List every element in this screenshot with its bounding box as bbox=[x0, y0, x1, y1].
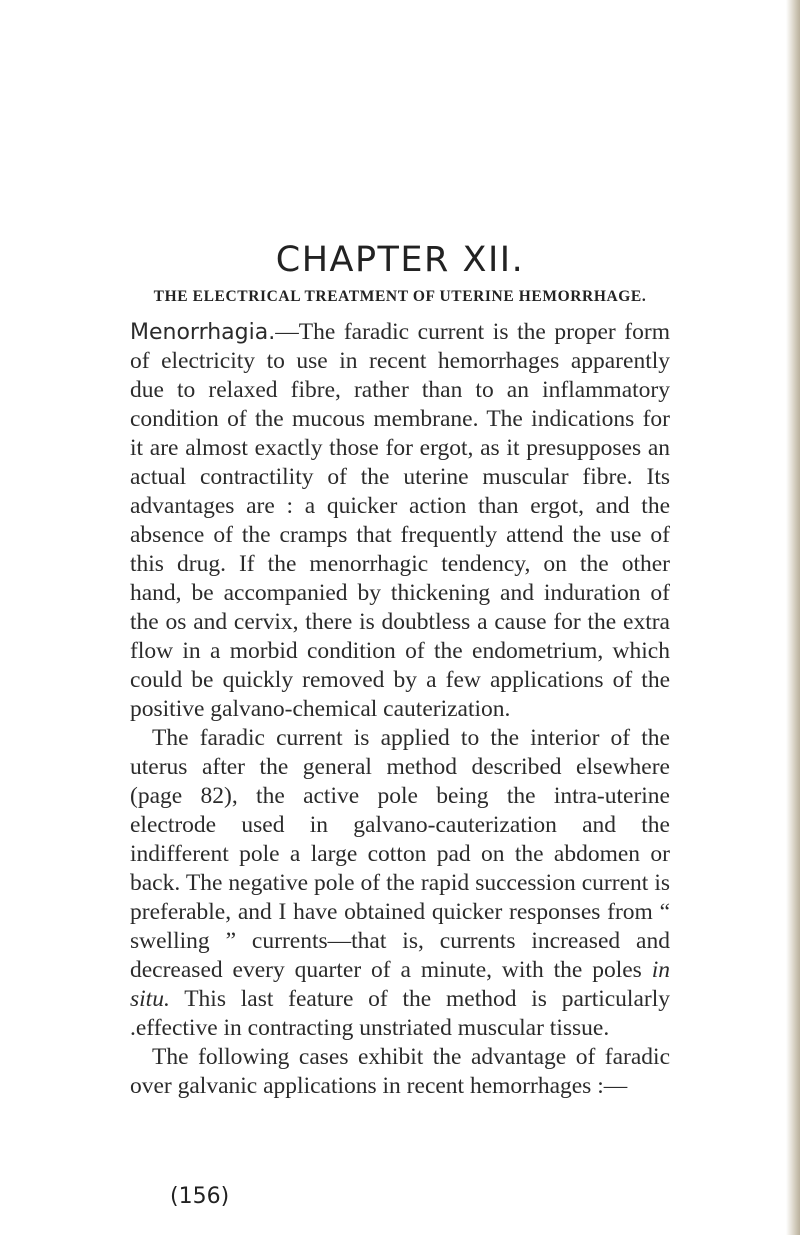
paragraph-method bbox=[130, 724, 670, 1043]
page-edge-shadow bbox=[786, 0, 800, 1235]
italic-term: in situ. bbox=[130, 957, 670, 1012]
run-in-heading: Menorrhagia. bbox=[130, 320, 276, 345]
paragraph-cases bbox=[130, 1043, 670, 1101]
paragraph-menorrhagia bbox=[130, 318, 670, 724]
page-number: (156) bbox=[170, 1184, 230, 1209]
paragraph-text: This last feature of the method is particularly .effective in contracting unstriated muscular tissue. bbox=[130, 986, 670, 1041]
paragraph-text: The faradic current is applied to the interior of the uterus after the general method described elsewhere (page 82), the active pole being the intra-uterine electrode used in galvano-cauterization and the indifferent pole a large cotton pad on the abdomen or back. The negative pole of the rapid succession current is preferable, and I have obtained quicker responses from “ swelling ” currents—that is, currents increased and decreased every quarter of a minute, with the poles bbox=[130, 725, 670, 983]
section-heading: THE ELECTRICAL TREATMENT OF UTERINE HEMORRHAGE. bbox=[153, 288, 647, 305]
paragraph-text: The following cases exhibit the advantage of faradic over galvanic applications in recent hemorrhages :— bbox=[130, 1044, 670, 1099]
chapter-heading: CHAPTER XII. bbox=[275, 240, 525, 280]
paragraph-text: —The faradic current is the proper form of electricity to use in recent hemorrhages apparently due to relaxed fibre, rather than to an inflammatory condition of the mucous membrane. The indications for it are almost exactly those for ergot, as it presupposes an actual contractility of the uterine muscular fibre. Its advantages are : a quicker action than ergot, and the absence of the cramps that frequently attend the use of this drug. If the menorrhagic tendency, on the other hand, be accompanied by thickening and induration of the os and cervix, there is doubtless a cause for the extra flow in a morbid condition of the endometrium, which could be quickly removed by a few applications of the positive galvano-chemical cauterization. bbox=[130, 319, 670, 722]
body-text bbox=[130, 318, 670, 1101]
